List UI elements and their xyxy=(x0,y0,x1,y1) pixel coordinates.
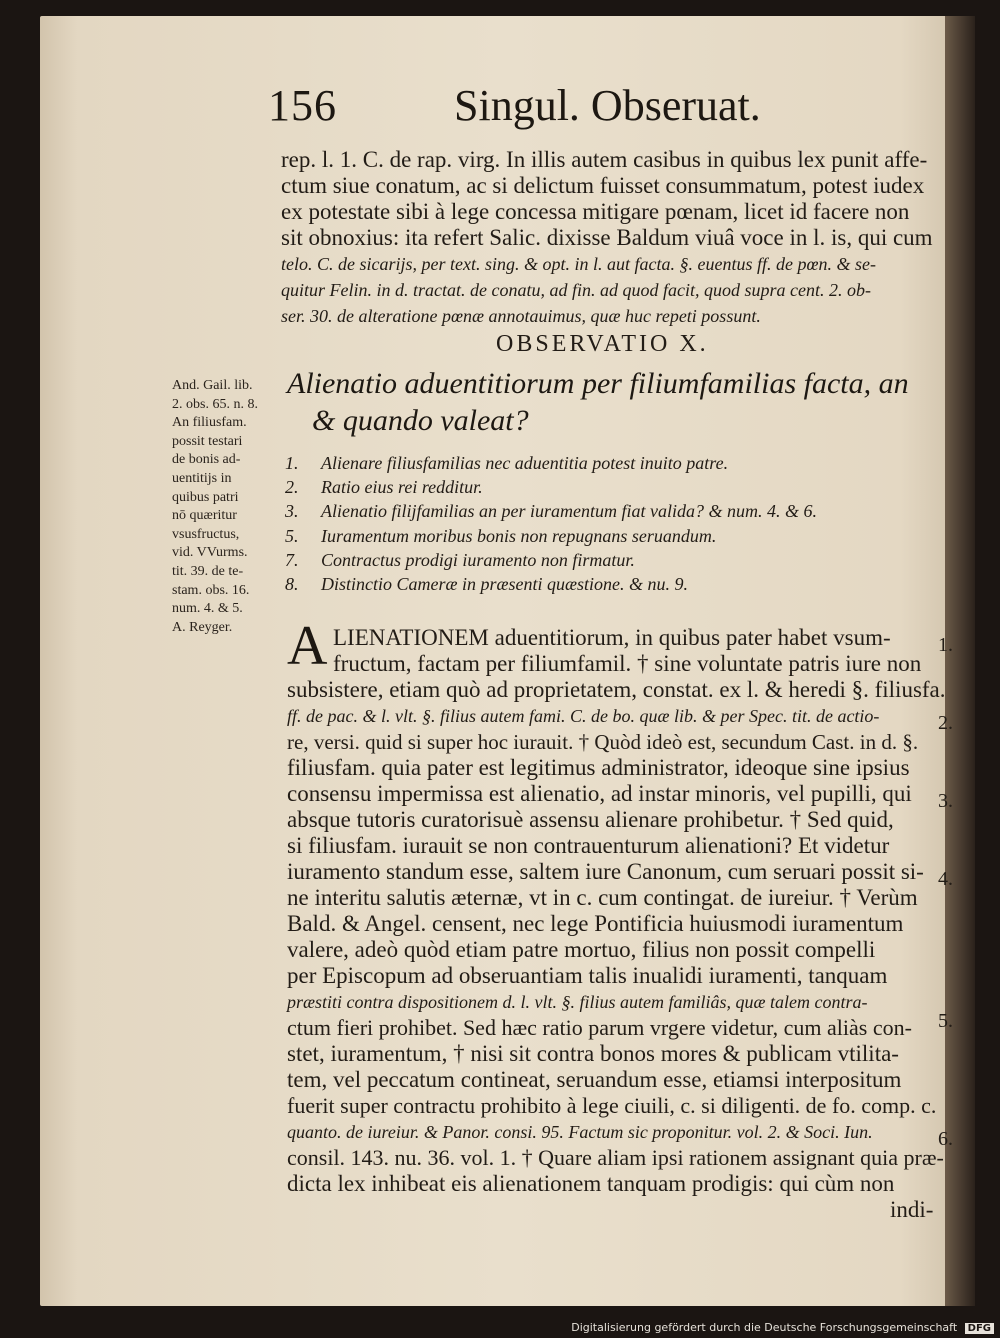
side-number: 2. xyxy=(938,712,953,734)
margin-note-line: possit testari xyxy=(172,433,243,449)
text-line: rep. l. 1. C. de rap. virg. In illis autem casibus in quibus lex punit affe- xyxy=(281,147,928,172)
side-number: 3. xyxy=(938,790,953,812)
text-line: dicta lex inhibeat eis alienationem tanquam prodigis: qui cùm non xyxy=(287,1171,895,1196)
summary-number: 2. xyxy=(285,477,299,497)
text-line: valere, adeò quòd etiam patre mortuo, filius non possit compelli xyxy=(287,937,876,962)
side-number: 5. xyxy=(938,1010,953,1032)
margin-note-line: A. Reyger. xyxy=(172,619,233,635)
text-line: quanto. de iureiur. & Panor. consi. 95. Factum sic proponitur. vol. 2. & Soci. Iun. xyxy=(287,1122,873,1142)
observatio-heading: OBSERVATIO X. xyxy=(496,331,709,357)
text-line: iuramento standum esse, saltem iure Canonum, cum seruari possit si- xyxy=(287,859,924,884)
margin-note-line: vsusfructus, xyxy=(172,526,240,542)
margin-note-line: An filiusfam. xyxy=(172,415,247,431)
side-number: 6. xyxy=(938,1128,953,1150)
summary-text: Iuramentum moribus bonis non repugnans seruandum. xyxy=(321,526,717,546)
text-line: ctum fieri prohibet. Sed hæc ratio parum vrgere videtur, cum aliàs con- xyxy=(287,1015,912,1040)
page-edge-shadow xyxy=(945,16,975,1306)
text-line: absque tutoris curatorisuè assensu alienare prohibetur. † Sed quid, xyxy=(287,807,894,832)
drop-cap: A xyxy=(287,615,328,677)
summary-text: Contractus prodigi iuramento non firmatur. xyxy=(321,550,635,570)
page-number: 156 xyxy=(268,81,337,130)
margin-note-line: quibus patri xyxy=(172,489,239,505)
summary-item xyxy=(285,549,635,571)
text-line: Bald. & Angel. censent, nec lege Pontificia huiusmodi iuramentum xyxy=(287,911,904,936)
text-line: ctum siue conatum, ac si delictum fuisset consummatum, potest iudex xyxy=(281,173,925,198)
margin-note xyxy=(172,377,287,637)
text-line: ser. 30. de alteratione pœnæ annotauimus, quæ huc repeti possunt. xyxy=(281,306,761,326)
side-number: 1. xyxy=(938,634,953,656)
text-line: sit obnoxius: ita refert Salic. dixisse Baldum viuâ voce in l. is, qui cum xyxy=(281,225,933,250)
summary-number: 3. xyxy=(285,501,299,521)
text-line: si filiusfam. iurauit se non contrauenturum alienationi? Et videtur xyxy=(287,833,890,858)
observatio-title-line: Alienatio aduentitiorum per filiumfamilias facta, an xyxy=(287,367,909,400)
margin-note-line: 2. obs. 65. n. 8. xyxy=(172,396,258,412)
text-line: LIENATIONEM aduentitiorum, in quibus pater habet vsum- xyxy=(333,625,891,650)
summary-text: Distinctio Cameræ in præsenti quæstione. & nu. 9. xyxy=(321,574,689,594)
text-line: præstiti contra dispositionem d. l. vlt. §. filius autem familiâs, quæ talem contra- xyxy=(287,992,868,1012)
text-line: fuerit super contractu prohibito à lege ciuili, c. si diligenti. de fo. comp. c. xyxy=(287,1093,937,1118)
summary-item xyxy=(285,500,817,522)
summary-text: Ratio eius rei redditur. xyxy=(321,477,483,497)
text-line: re, versi. quid si super hoc iurauit. † Quòd ideò est, secundum Cast. in d. §. xyxy=(287,730,919,754)
margin-note-line: de bonis ad- xyxy=(172,452,241,468)
text-line: subsistere, etiam quò ad proprietatem, constat. ex l. & heredi §. filiusfa. xyxy=(287,677,946,702)
summary-number: 1. xyxy=(285,453,299,473)
observatio-title-line: & quando valeat? xyxy=(312,404,529,437)
text-line: per Episcopum ad obseruantiam talis inualidi iuramenti, tanquam xyxy=(287,963,888,988)
text-line: fructum, factam per filiumfamil. † sine voluntate patris iure non xyxy=(333,651,922,676)
text-line: consil. 143. nu. 36. vol. 1. † Quare aliam ipsi rationem assignant quia præ- xyxy=(287,1145,944,1170)
text-line: consensu impermissa est alienatio, ad instar minoris, vel pupilli, qui xyxy=(287,781,912,806)
summary-item xyxy=(285,573,688,595)
summary-number: 5. xyxy=(285,526,299,546)
text-line: ne interitu salutis æternæ, vt in c. cum contingat. de iureiur. † Verùm xyxy=(287,885,918,910)
side-number: 4. xyxy=(938,868,953,890)
margin-note-line: num. 4. & 5. xyxy=(172,601,243,617)
margin-note-line: uentitijs in xyxy=(172,470,232,486)
margin-note-line: stam. obs. 16. xyxy=(172,582,250,598)
text-line: ex potestate sibi à lege concessa mitigare pœnam, licet id facere non xyxy=(281,199,910,224)
margin-note-line: vid. VVurms. xyxy=(172,545,248,561)
text-line: stet, iuramentum, † nisi sit contra bonos mores & publicam vtilita- xyxy=(287,1041,899,1066)
margin-note-line: And. Gail. lib. xyxy=(172,378,253,393)
summary-text: Alienatio filijfamilias an per iuramentum fiat valida? & num. 4. & 6. xyxy=(321,501,817,521)
text-line: tem, vel peccatum contineat, seruandum esse, etiamsi interpositum xyxy=(287,1067,902,1092)
catchword: indi- xyxy=(890,1197,934,1222)
text-line: ff. de pac. & l. vlt. §. filius autem fami. C. de bo. quæ lib. & per Spec. tit. de actio- xyxy=(287,706,880,726)
margin-note-line: tit. 39. de te- xyxy=(172,563,244,579)
text-line: filiusfam. quia pater est legitimus administrator, ideoque sine ipsius xyxy=(287,755,910,780)
summary-item xyxy=(285,476,483,498)
text-line: quitur Felin. in d. tractat. de conatu, ad fin. ad quod facit, quod supra cent. 2. ob- xyxy=(281,280,871,300)
dfg-logo: DFG xyxy=(965,1323,994,1334)
summary-number: 7. xyxy=(285,550,299,570)
summary-text: Alienare filiusfamilias nec aduentitia potest inuito patre. xyxy=(321,453,729,473)
summary-item xyxy=(285,525,716,547)
footer-text: Digitalisierung gefördert durch die Deutsche Forschungsgemeinschaft xyxy=(571,1321,958,1334)
margin-note-line: nō quæritur xyxy=(172,508,237,524)
summary-item xyxy=(285,452,728,474)
running-title: Singul. Obseruat. xyxy=(454,81,761,130)
text-line: telo. C. de sicarijs, per text. sing. & opt. in l. aut facta. §. euentus ff. de pœn. & se- xyxy=(281,254,876,274)
summary-number: 8. xyxy=(285,574,299,594)
digitization-footer xyxy=(571,1321,994,1334)
